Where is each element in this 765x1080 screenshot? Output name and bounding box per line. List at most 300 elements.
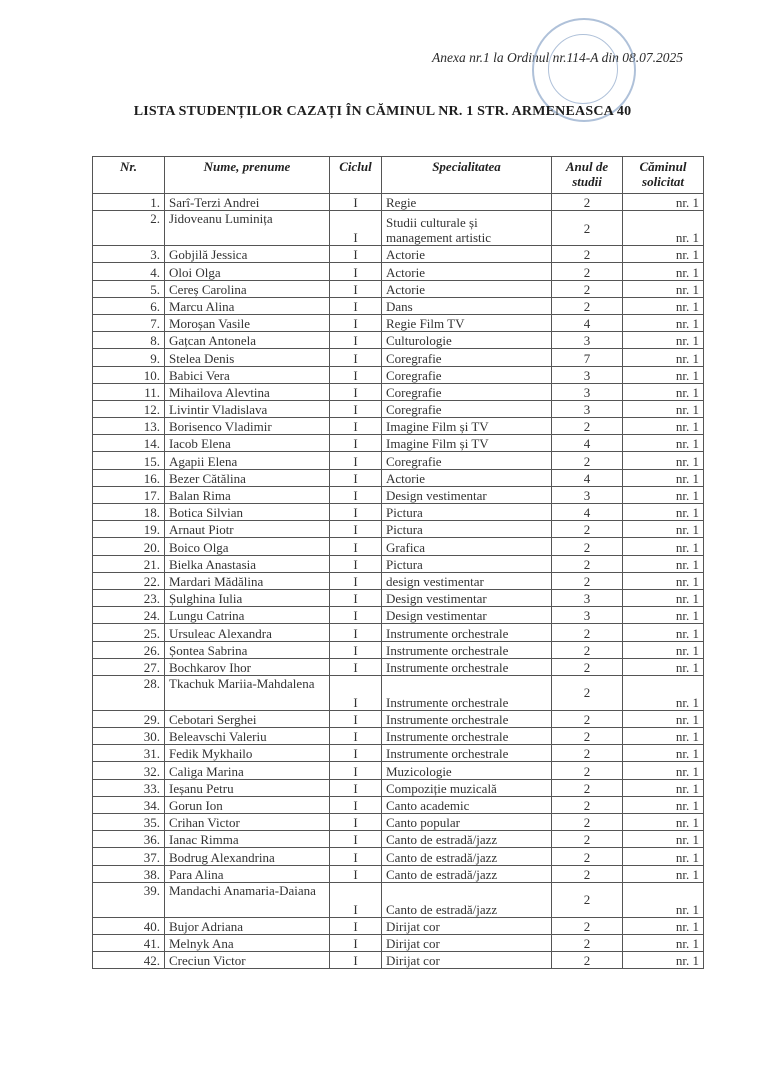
table-row [93, 383, 704, 400]
table-row [93, 555, 704, 572]
student-name: Bochkarov Ihor [165, 658, 330, 675]
student-name: Bielka Anastasia [165, 555, 330, 572]
study-cycle: I [330, 400, 382, 417]
table-row [93, 814, 704, 831]
student-name: Livintir Vladislava [165, 400, 330, 417]
table-row [93, 848, 704, 865]
study-year: 2 [552, 796, 623, 813]
study-cycle: I [330, 589, 382, 606]
dorm-requested: nr. 1 [623, 882, 704, 917]
study-cycle: I [330, 917, 382, 934]
dorm-requested: nr. 1 [623, 710, 704, 727]
table-row [93, 641, 704, 658]
dorm-requested: nr. 1 [623, 314, 704, 331]
student-name: Caliga Marina [165, 762, 330, 779]
study-cycle: I [330, 728, 382, 745]
dorm-requested: nr. 1 [623, 332, 704, 349]
specialty: Coregrafie [382, 349, 552, 366]
study-cycle: I [330, 246, 382, 263]
specialty: Pictura [382, 504, 552, 521]
row-number: 4. [93, 263, 165, 280]
students-table [92, 156, 704, 969]
dorm-requested: nr. 1 [623, 658, 704, 675]
specialty: Actorie [382, 469, 552, 486]
study-year: 2 [552, 641, 623, 658]
study-year: 3 [552, 332, 623, 349]
specialty: Canto academic [382, 796, 552, 813]
row-number: 23. [93, 589, 165, 606]
study-year: 2 [552, 831, 623, 848]
study-cycle: I [330, 675, 382, 710]
table-row [93, 779, 704, 796]
study-year: 2 [552, 246, 623, 263]
dorm-requested: nr. 1 [623, 848, 704, 865]
dorm-requested: nr. 1 [623, 246, 704, 263]
dorm-requested: nr. 1 [623, 366, 704, 383]
row-number: 21. [93, 555, 165, 572]
specialty: Instrumente orchestrale [382, 728, 552, 745]
specialty: Pictura [382, 521, 552, 538]
study-cycle: I [330, 263, 382, 280]
specialty: Canto de estradă/jazz [382, 848, 552, 865]
dorm-requested: nr. 1 [623, 814, 704, 831]
study-cycle: I [330, 452, 382, 469]
table-row [93, 831, 704, 848]
column-header-name: Nume, prenume [165, 157, 330, 194]
dorm-requested: nr. 1 [623, 865, 704, 882]
dorm-requested: nr. 1 [623, 952, 704, 969]
study-year: 2 [552, 211, 623, 246]
row-number: 3. [93, 246, 165, 263]
student-name: Tkachuk Mariia-Mahdalena [165, 675, 330, 710]
study-cycle: I [330, 383, 382, 400]
student-name: Jidoveanu Luminița [165, 211, 330, 246]
specialty: Dirijat cor [382, 952, 552, 969]
study-year: 2 [552, 452, 623, 469]
table-row [93, 504, 704, 521]
study-cycle: I [330, 762, 382, 779]
study-cycle: I [330, 865, 382, 882]
specialty: Canto de estradă/jazz [382, 882, 552, 917]
study-cycle: I [330, 538, 382, 555]
study-year: 3 [552, 366, 623, 383]
specialty: Regie Film TV [382, 314, 552, 331]
student-name: Marcu Alina [165, 297, 330, 314]
student-name: Cereș Carolina [165, 280, 330, 297]
table-row [93, 762, 704, 779]
study-cycle: I [330, 297, 382, 314]
specialty: Grafica [382, 538, 552, 555]
row-number: 6. [93, 297, 165, 314]
row-number: 18. [93, 504, 165, 521]
student-name: Moroșan Vasile [165, 314, 330, 331]
table-row [93, 745, 704, 762]
dorm-requested: nr. 1 [623, 572, 704, 589]
table-row [93, 194, 704, 211]
table-row [93, 538, 704, 555]
dorm-requested: nr. 1 [623, 194, 704, 211]
row-number: 1. [93, 194, 165, 211]
dorm-requested: nr. 1 [623, 486, 704, 503]
study-year: 2 [552, 952, 623, 969]
specialty: Actorie [382, 280, 552, 297]
student-name: Babici Vera [165, 366, 330, 383]
study-year: 2 [552, 882, 623, 917]
dorm-requested: nr. 1 [623, 469, 704, 486]
table-header-row [93, 157, 704, 194]
study-year: 4 [552, 435, 623, 452]
row-number: 30. [93, 728, 165, 745]
row-number: 14. [93, 435, 165, 452]
study-year: 2 [552, 728, 623, 745]
column-header-nr: Nr. [93, 157, 165, 194]
dorm-requested: nr. 1 [623, 589, 704, 606]
dorm-requested: nr. 1 [623, 745, 704, 762]
table-row [93, 624, 704, 641]
student-name: Șulghina Iulia [165, 589, 330, 606]
student-name: Bezer Cătălina [165, 469, 330, 486]
study-cycle: I [330, 349, 382, 366]
dorm-requested: nr. 1 [623, 831, 704, 848]
specialty: Coregrafie [382, 366, 552, 383]
row-number: 32. [93, 762, 165, 779]
study-cycle: I [330, 952, 382, 969]
table-row [93, 486, 704, 503]
dorm-requested: nr. 1 [623, 383, 704, 400]
study-year: 2 [552, 280, 623, 297]
document-title: LISTA STUDENȚILOR CAZAȚI ÎN CĂMINUL NR. 1 STR. ARMENEASCA 40 [133, 104, 632, 119]
study-year: 2 [552, 710, 623, 727]
row-number: 42. [93, 952, 165, 969]
study-cycle: I [330, 486, 382, 503]
student-name: Bodrug Alexandrina [165, 848, 330, 865]
study-cycle: I [330, 624, 382, 641]
study-year: 3 [552, 400, 623, 417]
specialty: Canto de estradă/jazz [382, 831, 552, 848]
table-row [93, 469, 704, 486]
specialty: Instrumente orchestrale [382, 745, 552, 762]
table-row [93, 796, 704, 813]
row-number: 40. [93, 917, 165, 934]
row-number: 24. [93, 607, 165, 624]
study-year: 7 [552, 349, 623, 366]
dorm-requested: nr. 1 [623, 675, 704, 710]
student-name: Ianac Rimma [165, 831, 330, 848]
specialty: Instrumente orchestrale [382, 624, 552, 641]
row-number: 5. [93, 280, 165, 297]
specialty: design vestimentar [382, 572, 552, 589]
specialty: Coregrafie [382, 400, 552, 417]
study-cycle: I [330, 796, 382, 813]
study-cycle: I [330, 934, 382, 951]
dorm-requested: nr. 1 [623, 263, 704, 280]
student-name: Bujor Adriana [165, 917, 330, 934]
study-year: 3 [552, 383, 623, 400]
study-year: 2 [552, 745, 623, 762]
row-number: 25. [93, 624, 165, 641]
specialty: Imagine Film și TV [382, 435, 552, 452]
table-row [93, 366, 704, 383]
dorm-requested: nr. 1 [623, 211, 704, 246]
row-number: 26. [93, 641, 165, 658]
row-number: 19. [93, 521, 165, 538]
row-number: 20. [93, 538, 165, 555]
study-cycle: I [330, 710, 382, 727]
specialty: Design vestimentar [382, 486, 552, 503]
row-number: 16. [93, 469, 165, 486]
study-year: 2 [552, 263, 623, 280]
student-name: Mandachi Anamaria-Daiana [165, 882, 330, 917]
specialty: Muzicologie [382, 762, 552, 779]
specialty: Dirijat cor [382, 934, 552, 951]
specialty: Coregrafie [382, 452, 552, 469]
study-year: 2 [552, 675, 623, 710]
dorm-requested: nr. 1 [623, 555, 704, 572]
table-row [93, 952, 704, 969]
study-cycle: I [330, 314, 382, 331]
specialty: Pictura [382, 555, 552, 572]
study-cycle: I [330, 332, 382, 349]
table-row [93, 246, 704, 263]
table-row [93, 400, 704, 417]
row-number: 9. [93, 349, 165, 366]
study-cycle: I [330, 779, 382, 796]
table-row [93, 297, 704, 314]
dorm-requested: nr. 1 [623, 521, 704, 538]
specialty: Imagine Film și TV [382, 418, 552, 435]
study-year: 2 [552, 865, 623, 882]
student-name: Botica Silvian [165, 504, 330, 521]
row-number: 11. [93, 383, 165, 400]
row-number: 39. [93, 882, 165, 917]
annex-reference: Anexa nr.1 la Ordinul nr.114-A din 08.07.2025 [432, 50, 683, 65]
table-row [93, 418, 704, 435]
study-year: 2 [552, 917, 623, 934]
study-year: 2 [552, 418, 623, 435]
student-name: Arnaut Piotr [165, 521, 330, 538]
dorm-requested: nr. 1 [623, 728, 704, 745]
study-cycle: I [330, 882, 382, 917]
study-year: 3 [552, 607, 623, 624]
row-number: 31. [93, 745, 165, 762]
dorm-requested: nr. 1 [623, 504, 704, 521]
study-cycle: I [330, 572, 382, 589]
dorm-requested: nr. 1 [623, 762, 704, 779]
table-row [93, 349, 704, 366]
row-number: 2. [93, 211, 165, 246]
column-header-specialty: Specialitatea [382, 157, 552, 194]
student-name: Șontea Sabrina [165, 641, 330, 658]
specialty: Instrumente orchestrale [382, 710, 552, 727]
table-row [93, 280, 704, 297]
student-name: Fedik Mykhailo [165, 745, 330, 762]
specialty: Canto de estradă/jazz [382, 865, 552, 882]
study-cycle: I [330, 504, 382, 521]
student-name: Ursuleac Alexandra [165, 624, 330, 641]
study-year: 3 [552, 589, 623, 606]
specialty: Instrumente orchestrale [382, 658, 552, 675]
study-cycle: I [330, 521, 382, 538]
study-year: 2 [552, 814, 623, 831]
dorm-requested: nr. 1 [623, 607, 704, 624]
specialty: Culturologie [382, 332, 552, 349]
row-number: 34. [93, 796, 165, 813]
student-name: Agapii Elena [165, 452, 330, 469]
row-number: 41. [93, 934, 165, 951]
dorm-requested: nr. 1 [623, 349, 704, 366]
study-year: 2 [552, 572, 623, 589]
study-cycle: I [330, 607, 382, 624]
specialty: Canto popular [382, 814, 552, 831]
specialty: Instrumente orchestrale [382, 641, 552, 658]
study-cycle: I [330, 745, 382, 762]
study-cycle: I [330, 194, 382, 211]
table-row [93, 572, 704, 589]
dorm-requested: nr. 1 [623, 779, 704, 796]
study-year: 2 [552, 555, 623, 572]
student-name: Crihan Victor [165, 814, 330, 831]
table-row [93, 865, 704, 882]
table-row [93, 211, 704, 246]
table-row [93, 314, 704, 331]
study-year: 3 [552, 486, 623, 503]
study-cycle: I [330, 366, 382, 383]
dorm-requested: nr. 1 [623, 934, 704, 951]
dorm-requested: nr. 1 [623, 435, 704, 452]
row-number: 22. [93, 572, 165, 589]
study-year: 4 [552, 314, 623, 331]
student-name: Iacob Elena [165, 435, 330, 452]
row-number: 28. [93, 675, 165, 710]
study-cycle: I [330, 280, 382, 297]
specialty: Design vestimentar [382, 589, 552, 606]
table-row [93, 658, 704, 675]
table-row [93, 728, 704, 745]
specialty: Actorie [382, 246, 552, 263]
study-year: 2 [552, 779, 623, 796]
student-name: Mihailova Alevtina [165, 383, 330, 400]
row-number: 35. [93, 814, 165, 831]
specialty: Studii culturale și management artistic [382, 211, 552, 246]
dorm-requested: nr. 1 [623, 280, 704, 297]
dorm-requested: nr. 1 [623, 400, 704, 417]
study-cycle: I [330, 435, 382, 452]
column-header-dorm: Căminul solicitat [623, 157, 704, 194]
student-name: Gațcan Antonela [165, 332, 330, 349]
study-cycle: I [330, 555, 382, 572]
table-row [93, 882, 704, 917]
row-number: 8. [93, 332, 165, 349]
student-name: Boico Olga [165, 538, 330, 555]
dorm-requested: nr. 1 [623, 297, 704, 314]
row-number: 36. [93, 831, 165, 848]
dorm-requested: nr. 1 [623, 452, 704, 469]
student-name: Beleavschi Valeriu [165, 728, 330, 745]
study-cycle: I [330, 469, 382, 486]
table-row [93, 521, 704, 538]
study-year: 2 [552, 521, 623, 538]
specialty: Actorie [382, 263, 552, 280]
student-name: Oloi Olga [165, 263, 330, 280]
row-number: 37. [93, 848, 165, 865]
study-year: 2 [552, 934, 623, 951]
specialty: Coregrafie [382, 383, 552, 400]
study-year: 4 [552, 504, 623, 521]
table-row [93, 589, 704, 606]
table-row [93, 452, 704, 469]
specialty: Regie [382, 194, 552, 211]
student-name: Creciun Victor [165, 952, 330, 969]
specialty: Instrumente orchestrale [382, 675, 552, 710]
student-name: Para Alina [165, 865, 330, 882]
dorm-requested: nr. 1 [623, 796, 704, 813]
student-name: Mardari Mădălina [165, 572, 330, 589]
dorm-requested: nr. 1 [623, 917, 704, 934]
student-name: Stelea Denis [165, 349, 330, 366]
row-number: 33. [93, 779, 165, 796]
study-year: 2 [552, 538, 623, 555]
study-cycle: I [330, 848, 382, 865]
table-row [93, 934, 704, 951]
dorm-requested: nr. 1 [623, 418, 704, 435]
table-row [93, 332, 704, 349]
student-name: Gobjilă Jessica [165, 246, 330, 263]
row-number: 38. [93, 865, 165, 882]
student-name: Cebotari Serghei [165, 710, 330, 727]
row-number: 27. [93, 658, 165, 675]
specialty: Dirijat cor [382, 917, 552, 934]
specialty: Dans [382, 297, 552, 314]
table-row [93, 263, 704, 280]
student-name: Gorun Ion [165, 796, 330, 813]
study-cycle: I [330, 814, 382, 831]
row-number: 15. [93, 452, 165, 469]
table-row [93, 607, 704, 624]
row-number: 29. [93, 710, 165, 727]
table-row [93, 917, 704, 934]
row-number: 7. [93, 314, 165, 331]
row-number: 17. [93, 486, 165, 503]
study-year: 2 [552, 624, 623, 641]
student-name: Balan Rima [165, 486, 330, 503]
table-row [93, 710, 704, 727]
row-number: 12. [93, 400, 165, 417]
dorm-requested: nr. 1 [623, 624, 704, 641]
table-row [93, 675, 704, 710]
specialty: Design vestimentar [382, 607, 552, 624]
student-name: Ieșanu Petru [165, 779, 330, 796]
table-row [93, 435, 704, 452]
study-cycle: I [330, 211, 382, 246]
student-name: Lungu Catrina [165, 607, 330, 624]
study-year: 2 [552, 658, 623, 675]
study-cycle: I [330, 418, 382, 435]
study-cycle: I [330, 641, 382, 658]
study-year: 2 [552, 194, 623, 211]
study-year: 4 [552, 469, 623, 486]
row-number: 10. [93, 366, 165, 383]
study-year: 2 [552, 762, 623, 779]
column-header-study-year: Anul de studii [552, 157, 623, 194]
study-year: 2 [552, 848, 623, 865]
study-cycle: I [330, 658, 382, 675]
row-number: 13. [93, 418, 165, 435]
column-header-cycle: Ciclul [330, 157, 382, 194]
student-name: Sarî-Terzi Andrei [165, 194, 330, 211]
dorm-requested: nr. 1 [623, 641, 704, 658]
study-year: 2 [552, 297, 623, 314]
student-name: Borisenco Vladimir [165, 418, 330, 435]
